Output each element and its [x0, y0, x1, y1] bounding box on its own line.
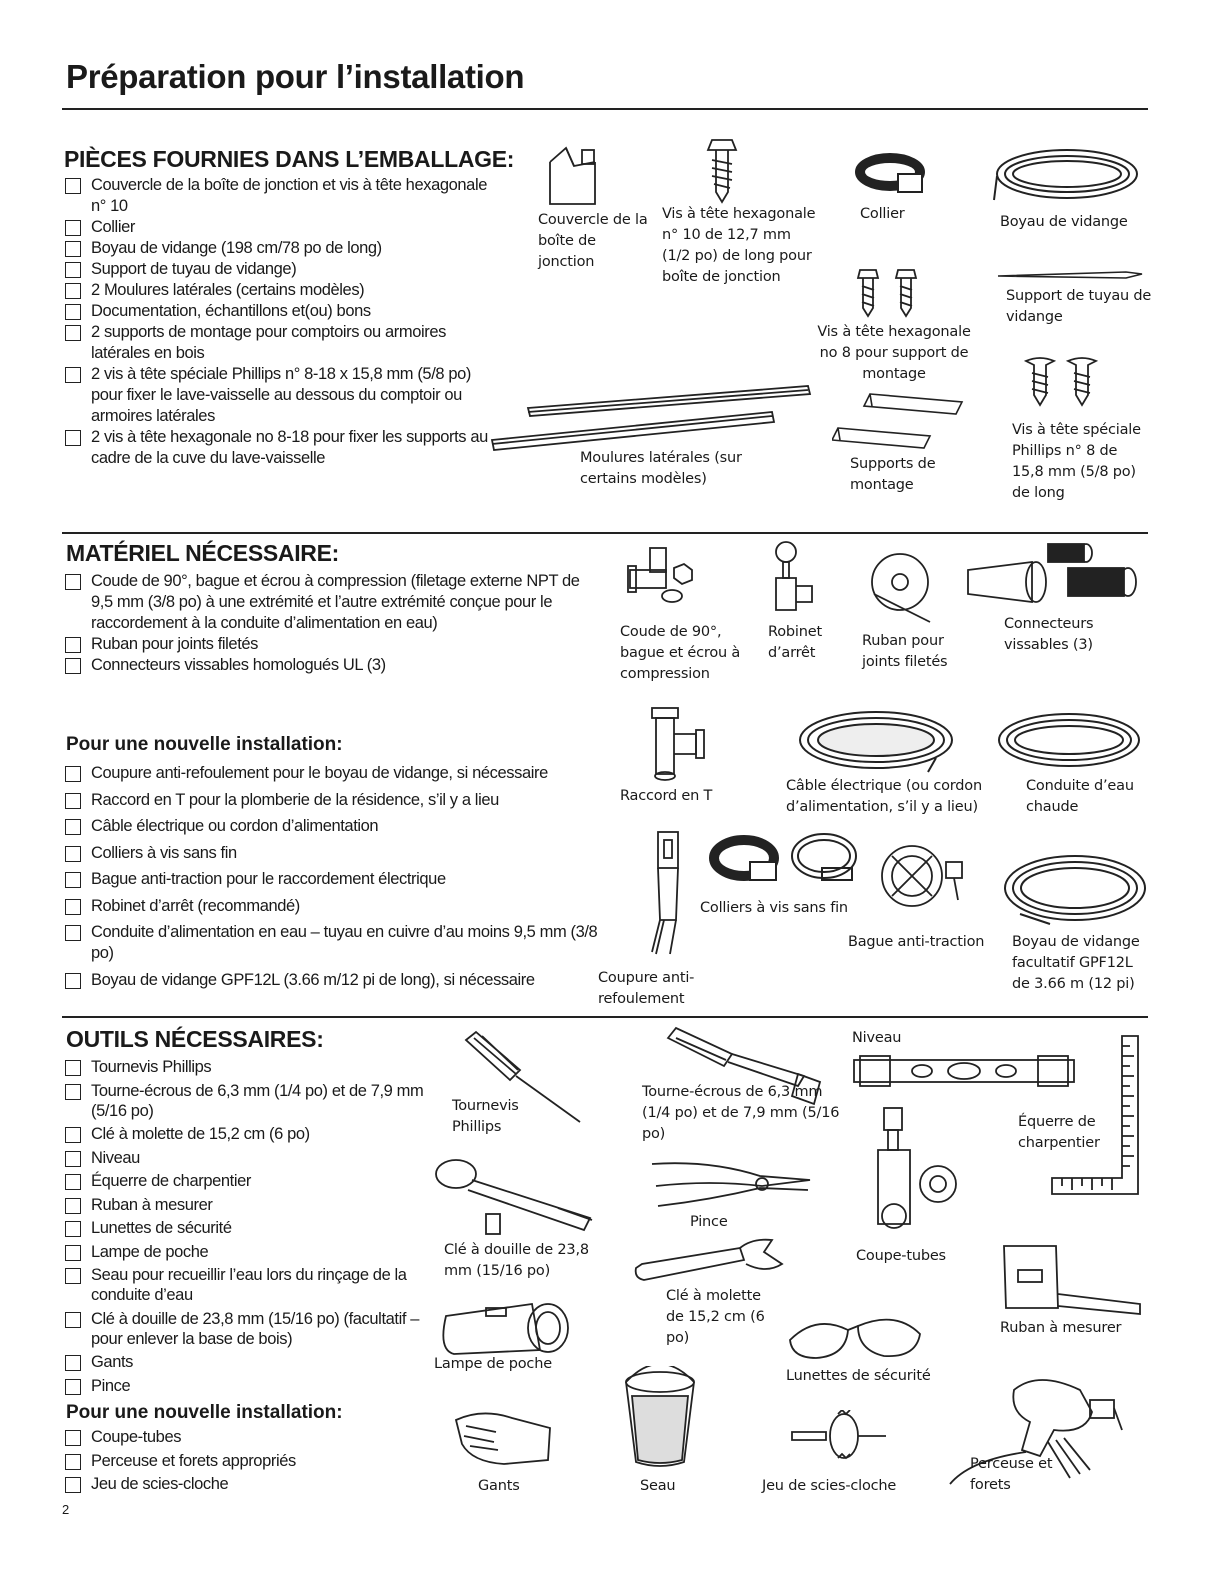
- flashlight-illustration: [436, 1300, 576, 1356]
- checklist-item: [64, 259, 504, 280]
- parts-heading: PIÈCES FOURNIES DANS L’EMBALLAGE:: [64, 146, 515, 172]
- checkbox[interactable]: [65, 1430, 81, 1446]
- hex8-caption: Vis à tête hexagonale no 8 pour support de montage: [817, 324, 971, 382]
- hex8-screws-illustration: [854, 268, 924, 320]
- brackets-illustration: [832, 388, 966, 452]
- checklist-item-label: Boyau de vidange (198 cm/78 po de long): [91, 239, 382, 257]
- checklist-item-label: Jeu de scies-cloche: [91, 1475, 229, 1493]
- material-checklist: [64, 571, 594, 676]
- wirenuts-illustration: [962, 540, 1148, 614]
- checklist-item: [64, 571, 594, 634]
- checkbox[interactable]: [65, 1454, 81, 1470]
- checklist-item: [64, 1148, 424, 1168]
- checkbox[interactable]: [65, 325, 81, 341]
- checklist-item: [64, 1081, 424, 1121]
- strain-relief-caption: Bague anti-traction: [848, 934, 985, 950]
- checkbox[interactable]: [65, 766, 81, 782]
- checkbox[interactable]: [65, 1084, 81, 1100]
- phillips8-screws-illustration: [1024, 355, 1100, 409]
- tubecutter-illustration: [870, 1106, 966, 1236]
- checklist-item-label: Équerre de charpentier: [91, 1172, 251, 1190]
- level-caption: Niveau: [852, 1030, 902, 1046]
- checkbox[interactable]: [65, 1312, 81, 1328]
- checklist-item-label: Seau pour recueillir l’eau lors du rinçage de la conduite d’eau: [91, 1266, 407, 1304]
- checklist-item: [64, 238, 504, 259]
- bucket-caption: Seau: [640, 1478, 676, 1494]
- tee-illustration: [640, 706, 710, 782]
- checkbox[interactable]: [65, 637, 81, 653]
- checklist-item-label: Lunettes de sécurité: [91, 1219, 232, 1237]
- checkbox[interactable]: [65, 872, 81, 888]
- pliers-illustration: [650, 1156, 816, 1212]
- gloves-illustration: [452, 1404, 556, 1470]
- airgap-caption: Coupure anti-refoulement: [598, 970, 695, 1007]
- checkbox[interactable]: [65, 241, 81, 257]
- checklist-item-label: Support de tuyau de vidange): [91, 260, 297, 278]
- checkbox[interactable]: [65, 1355, 81, 1371]
- drain-hose-illustration: [992, 146, 1142, 206]
- checklist-item-label: Collier: [91, 218, 135, 236]
- material-heading: MATÉRIEL NÉCESSAIRE:: [66, 540, 340, 566]
- drill-caption: Perceuse et forets: [970, 1456, 1053, 1493]
- checkbox[interactable]: [65, 367, 81, 383]
- checklist-item: [64, 1218, 424, 1238]
- checklist-item: [64, 217, 504, 238]
- checklist-item-label: Tournevis Phillips: [91, 1058, 212, 1076]
- clamps-illustration: [706, 830, 868, 894]
- material-sub-heading: Pour une nouvelle installation:: [66, 734, 343, 755]
- nutdriver-caption: Tourne-écrous de 6,3 mm (1/4 po) et de 7,9 mm (5/16 po): [642, 1084, 840, 1142]
- page-title: Préparation pour l’installation: [66, 58, 525, 95]
- checklist-item-label: Tourne-écrous de 6,3 mm (1/4 po) et de 7,9 mm (5/16 po): [91, 1081, 424, 1120]
- checklist-item: [64, 1195, 424, 1215]
- rule-2: [62, 1016, 1148, 1018]
- checklist-item-label: Ruban pour joints filetés: [91, 635, 259, 653]
- tape-measure-illustration: [1000, 1244, 1146, 1320]
- tubecutter-caption: Coupe-tubes: [856, 1248, 946, 1264]
- rule-1: [62, 532, 1148, 534]
- checklist-item: [64, 922, 604, 964]
- checklist-item: [64, 1171, 424, 1191]
- glasses-illustration: [786, 1310, 926, 1364]
- checkbox[interactable]: [65, 1245, 81, 1261]
- level-illustration: [852, 1054, 1078, 1088]
- checkbox[interactable]: [65, 973, 81, 989]
- moldings-caption: Moulures latérales (sur certains modèles): [580, 450, 742, 487]
- screwdriver-caption: Tournevis Phillips: [452, 1098, 519, 1135]
- screw-10-illustration: [702, 136, 742, 206]
- checklist-item: [64, 301, 504, 322]
- checkbox[interactable]: [65, 262, 81, 278]
- checklist-item-label: Connecteurs vissables homologués UL (3): [91, 656, 386, 674]
- thread-tape-illustration: [866, 552, 936, 624]
- checklist-item: [64, 322, 504, 364]
- tools-heading: OUTILS NÉCESSAIRES:: [66, 1026, 324, 1052]
- checklist-item: [64, 896, 604, 917]
- checklist-item-label: Lampe de poche: [91, 1242, 209, 1261]
- moldings-illustration: [488, 378, 814, 458]
- checkbox[interactable]: [65, 1268, 81, 1284]
- checklist-item: [64, 1352, 424, 1372]
- elbow-caption: Coude de 90°, bague et écrou à compression: [620, 624, 741, 682]
- checklist-item-label: Boyau de vidange GPF12L (3.66 m/12 pi de long), si nécessaire: [91, 970, 535, 989]
- screw-10-caption: Vis à tête hexagonale n° 10 de 12,7 mm (1/2 po) de long pour boîte de jonction: [662, 206, 816, 285]
- checklist-item-label: Raccord en T pour la plomberie de la résidence, s’il y a lieu: [91, 790, 499, 809]
- square-caption: Équerre de charpentier: [1018, 1114, 1100, 1151]
- wrench-caption: Clé à molette de 15,2 cm (6 po): [666, 1288, 765, 1346]
- checkbox[interactable]: [65, 658, 81, 674]
- valve-caption: Robinet d’arrêt: [768, 624, 822, 661]
- checklist-item-label: Coupure anti-refoulement pour le boyau de vidange, si nécessaire: [91, 764, 548, 782]
- checkbox[interactable]: [65, 846, 81, 862]
- checklist-item: [64, 790, 604, 811]
- checklist-item: [64, 869, 604, 890]
- elbow-illustration: [624, 544, 696, 608]
- checklist-item: [64, 1474, 424, 1494]
- socket-illustration: [432, 1154, 598, 1238]
- tools-new-checklist: [64, 1427, 424, 1498]
- tools-sub-heading: Pour une nouvelle installation:: [66, 1402, 343, 1423]
- checkbox[interactable]: [65, 283, 81, 299]
- checkbox[interactable]: [65, 220, 81, 236]
- clamps-caption: Colliers à vis sans fin: [700, 900, 848, 916]
- checklist-item: [64, 1124, 424, 1144]
- checklist-item-label: Couvercle de la boîte de jonction et vis à tête hexagonale n° 10: [91, 176, 487, 215]
- checklist-item-label: Clé à douille de 23,8 mm (15/16 po) (facultatif – pour enlever la base de bois): [91, 1309, 420, 1348]
- checklist-item: [64, 970, 604, 991]
- checkbox[interactable]: [65, 1198, 81, 1214]
- page-number: 2: [62, 1502, 70, 1517]
- checklist-item-label: Documentation, échantillons et(ou) bons: [91, 302, 371, 320]
- airgap-illustration: [646, 828, 696, 964]
- valve-illustration: [766, 540, 816, 616]
- collar-caption: Collier: [860, 206, 905, 222]
- glasses-caption: Lunettes de sécurité: [786, 1368, 931, 1384]
- drain-hose-caption: Boyau de vidange: [1000, 214, 1128, 230]
- checklist-item-label: 2 vis à tête hexagonale no 8-18 pour fixer les supports au cadre de la cuve du lave-vaisselle: [91, 428, 488, 467]
- checklist-item-label: Perceuse et forets appropriés: [91, 1451, 296, 1470]
- checklist-item-label: Coupe-tubes: [91, 1428, 182, 1446]
- checklist-item-label: Pince: [91, 1376, 131, 1395]
- checklist-item: [64, 843, 604, 864]
- pliers-caption: Pince: [690, 1214, 728, 1230]
- strain-relief-illustration: [872, 828, 972, 924]
- checklist-item-label: Conduite d’alimentation en eau – tuyau en cuivre d’au moins 9,5 mm (3/8 po): [91, 923, 598, 962]
- checkbox[interactable]: [65, 1221, 81, 1237]
- bucket-illustration: [620, 1366, 700, 1470]
- checklist-item: [64, 1309, 424, 1349]
- checklist-item-label: 2 vis à tête spéciale Phillips n° 8-18 x 15,8 mm (5/8 po) pour fixer le lave-vaisselle au dessous du comptoir ou armoires latérales: [91, 365, 471, 425]
- holesaw-illustration: [790, 1410, 890, 1460]
- checklist-item-label: Gants: [91, 1353, 134, 1371]
- checklist-item-label: Bague anti-traction pour le raccordement électrique: [91, 870, 446, 888]
- checklist-item: [64, 175, 504, 217]
- tools-checklist: [64, 1057, 424, 1399]
- checklist-item-label: Clé à molette de 15,2 cm (6 po): [91, 1125, 310, 1143]
- thread-tape-caption: Ruban pour joints filetés: [862, 633, 948, 670]
- checkbox[interactable]: [65, 178, 81, 194]
- brackets-caption: Supports de montage: [850, 456, 936, 493]
- checklist-item: [64, 1057, 424, 1077]
- hose12-caption: Boyau de vidange facultatif GPF12L de 3.66 m (12 pi): [1012, 934, 1140, 992]
- checklist-item: [64, 1451, 424, 1471]
- checkbox[interactable]: [65, 819, 81, 835]
- material-new-checklist: [64, 763, 604, 996]
- checklist-item: [64, 634, 594, 655]
- collar-illustration: [852, 150, 928, 206]
- checklist-item: [64, 1376, 424, 1396]
- checklist-item: [64, 364, 504, 427]
- checklist-item: [64, 427, 504, 469]
- checkbox[interactable]: [65, 430, 81, 446]
- checklist-item-label: Coude de 90°, bague et écrou à compression (filetage externe NPT de 9,5 mm (3/8 po) à une extrémité et l’autre extrémité conçue pour le raccordement à la conduite d’alimentation en eau): [91, 572, 580, 632]
- drain-support-caption: Support de tuyau de vidange: [1006, 288, 1152, 325]
- checkbox[interactable]: [65, 925, 81, 941]
- checkbox[interactable]: [65, 1477, 81, 1493]
- checkbox[interactable]: [65, 1127, 81, 1143]
- checkbox[interactable]: [65, 793, 81, 809]
- junction-cover-illustration: [540, 142, 610, 212]
- socket-caption: Clé à douille de 23,8 mm (15/16 po): [444, 1242, 589, 1279]
- checkbox[interactable]: [65, 574, 81, 590]
- wirenuts-caption: Connecteurs vissables (3): [1004, 616, 1094, 653]
- hot-line-caption: Conduite d’eau chaude: [1026, 778, 1134, 815]
- checkbox[interactable]: [65, 1151, 81, 1167]
- hot-line-illustration: [994, 710, 1144, 772]
- holesaw-caption: Jeu de scies-cloche: [762, 1478, 897, 1494]
- checklist-item-label: Niveau: [91, 1148, 140, 1167]
- checkbox[interactable]: [65, 1174, 81, 1190]
- parts-checklist: [64, 175, 504, 469]
- drain-support-illustration: [996, 268, 1144, 282]
- checkbox[interactable]: [65, 899, 81, 915]
- checkbox[interactable]: [65, 1060, 81, 1076]
- checklist-item-label: Ruban à mesurer: [91, 1195, 213, 1214]
- tee-caption: Raccord en T: [620, 788, 713, 804]
- junction-cover-caption: Couvercle de la boîte de jonction: [538, 212, 648, 270]
- checklist-item: [64, 280, 504, 301]
- wrench-illustration: [632, 1238, 788, 1288]
- checklist-item-label: Colliers à vis sans fin: [91, 843, 237, 862]
- hose12-illustration: [1000, 852, 1150, 928]
- phillips8-caption: Vis à tête spéciale Phillips n° 8 de 15,8 mm (5/8 po) de long: [1012, 422, 1141, 501]
- checklist-item: [64, 1265, 424, 1305]
- checklist-item-label: Câble électrique ou cordon d’alimentation: [91, 817, 379, 835]
- checklist-item: [64, 1242, 424, 1262]
- tape-measure-caption: Ruban à mesurer: [1000, 1320, 1122, 1336]
- checklist-item-label: 2 supports de montage pour comptoirs ou armoires latérales en bois: [91, 323, 446, 362]
- flashlight-caption: Lampe de poche: [434, 1356, 552, 1372]
- title-rule: [62, 108, 1148, 110]
- cable-illustration: [796, 708, 956, 774]
- cable-caption: Câble électrique (ou cordon d’alimentation, s’il y a lieu): [786, 778, 982, 815]
- checkbox[interactable]: [65, 1379, 81, 1395]
- checklist-item-label: 2 Moulures latérales (certains modèles): [91, 281, 365, 299]
- checkbox[interactable]: [65, 304, 81, 320]
- checklist-item-label: Robinet d’arrêt (recommandé): [91, 896, 300, 915]
- checklist-item: [64, 816, 604, 837]
- checklist-item: [64, 655, 594, 676]
- checklist-item: [64, 763, 604, 784]
- checklist-item: [64, 1427, 424, 1447]
- gloves-caption: Gants: [478, 1478, 520, 1494]
